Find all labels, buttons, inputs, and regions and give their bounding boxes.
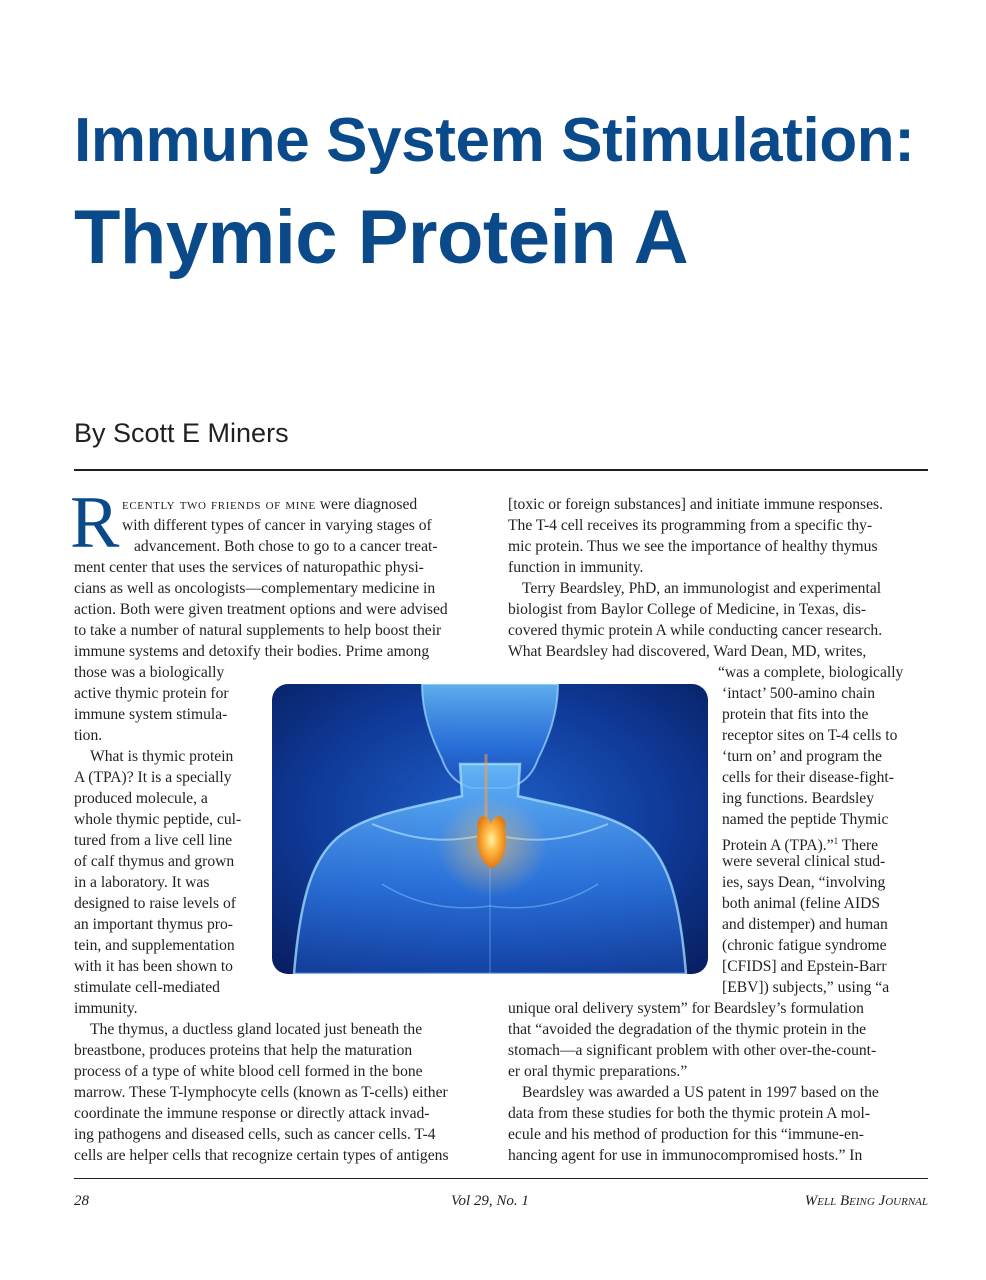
body-line: tured from a live cell line	[74, 832, 233, 849]
body-line: were several clinical stud-	[722, 853, 886, 870]
issue-info: Vol 29, No. 1	[451, 1193, 529, 1209]
body-line: ment center that uses the services of naturopathic physi-	[74, 559, 424, 576]
body-line: and distemper) and human	[722, 916, 888, 933]
footer-rule	[74, 1178, 928, 1179]
body-line: stimulate cell-mediated	[74, 979, 220, 996]
body-line: mic protein. Thus we see the importance of healthy thymus	[508, 538, 878, 555]
body-line: tion.	[74, 727, 103, 744]
human-torso-thymus-icon	[272, 684, 708, 974]
body-line: unique oral delivery system” for Beardsley’s formulation	[508, 1000, 864, 1017]
body-line: advancement. Both chose to go to a cancer treat-	[134, 538, 438, 555]
lead-smallcaps: ecently two friends of mine	[122, 496, 316, 513]
body-line: action. Both were given treatment options and were advised	[74, 601, 448, 618]
body-line: with different types of cancer in varying stages of	[122, 517, 432, 534]
footnote-ref: 1	[833, 836, 839, 846]
body-line: data from these studies for both the thymic protein A mol-	[508, 1105, 871, 1122]
body-line: stomach—a significant problem with other over-the-count-	[508, 1042, 877, 1059]
body-line: cians as well as oncologists—complementary medicine in	[74, 580, 436, 597]
body-line: [EBV]) subjects,” using “a	[722, 979, 890, 996]
body-line: “was a complete, biologically	[718, 664, 904, 681]
journal-name: Well Being Journal	[804, 1193, 928, 1209]
body-line: immune systems and detoxify their bodies. Prime among	[74, 643, 430, 660]
body-line: designed to raise levels of	[74, 895, 236, 912]
body-line: ecently two friends of mine were diagnosed	[122, 496, 418, 513]
article-title-line1: Immune System Stimulation:	[74, 106, 915, 175]
body-line: What is thymic protein	[90, 748, 234, 765]
body-line: The T-4 cell receives its programming from a specific thy-	[508, 517, 873, 534]
body-line: breastbone, produces proteins that help the maturation	[74, 1042, 413, 1059]
body-line: with it has been shown to	[74, 958, 233, 975]
body-line: to take a number of natural supplements to help boost their	[74, 622, 442, 639]
body-line: an important thymus pro-	[74, 916, 233, 933]
body-line: [CFIDS] and Epstein-Barr	[722, 958, 887, 975]
body-line: receptor sites on T-4 cells to	[722, 727, 898, 744]
body-line: process of a type of white blood cell formed in the bone	[74, 1063, 423, 1080]
body-line: What Beardsley had discovered, Ward Dean, MD, writes,	[508, 643, 867, 660]
body-line: hancing agent for use in immunocompromised hosts.” In	[508, 1147, 863, 1164]
body-line: ing functions. Beardsley	[722, 790, 875, 807]
body-line: immunity.	[74, 1000, 138, 1017]
body-line: cells for their disease-fight-	[722, 769, 894, 786]
byline: By Scott E Miners	[74, 418, 289, 448]
body-line: (chronic fatigue syndrome	[722, 937, 887, 954]
body-line: named the peptide Thymic	[722, 811, 889, 828]
body-line: A (TPA)? It is a specially	[74, 769, 232, 786]
body-line: in a laboratory. It was	[74, 874, 210, 891]
article-title-line2: Thymic Protein A	[74, 195, 689, 280]
body-line: protein that fits into the	[722, 706, 869, 723]
body-line: covered thymic protein A while conducting cancer research.	[508, 622, 883, 639]
body-line: biologist from Baylor College of Medicine, in Texas, dis-	[508, 601, 867, 618]
body-line: immune system stimula-	[74, 706, 228, 723]
body-line: [toxic or foreign substances] and initiate immune responses.	[508, 496, 884, 513]
body-line: that “avoided the degradation of the thymic protein in the	[508, 1021, 867, 1038]
body-line: function in immunity.	[508, 559, 644, 576]
body-line: er oral thymic preparations.”	[508, 1063, 688, 1080]
body-line: Protein A (TPA).”$^1$ There	[722, 836, 879, 855]
body-line: whole thymic peptide, cul-	[74, 811, 242, 828]
body-line: ‘turn on’ and program the	[722, 748, 882, 765]
header-rule	[74, 469, 928, 471]
body-line: those was a biologically	[74, 664, 225, 681]
body-line: The thymus, a ductless gland located just beneath the	[90, 1021, 423, 1038]
body-line: marrow. These T-lymphocyte cells (known as T-cells) either	[74, 1084, 448, 1101]
thymus-illustration	[272, 684, 708, 974]
body-line: ing pathogens and diseased cells, such as cancer cells. T-4	[74, 1126, 436, 1143]
body-line: both animal (feline AIDS	[722, 895, 881, 912]
body-line: cells are helper cells that recognize certain types of antigens	[74, 1147, 449, 1164]
body-line: tein, and supplementation	[74, 937, 235, 954]
body-line: Terry Beardsley, PhD, an immunologist and experimental	[522, 580, 882, 597]
body-line: coordinate the immune response or directly attack invad-	[74, 1105, 430, 1122]
body-line: Beardsley was awarded a US patent in 1997 based on the	[522, 1084, 879, 1101]
drop-cap: R	[70, 482, 120, 564]
page-number: 28	[74, 1193, 89, 1209]
body-line: of calf thymus and grown	[74, 853, 235, 870]
body-line: ‘intact’ 500-amino chain	[722, 685, 875, 702]
body-line: ecule and his method of production for this “immune-en-	[508, 1126, 864, 1143]
body-line: active thymic protein for	[74, 685, 229, 702]
body-line: produced molecule, a	[74, 790, 208, 807]
body-line: ies, says Dean, “involving	[722, 874, 886, 891]
